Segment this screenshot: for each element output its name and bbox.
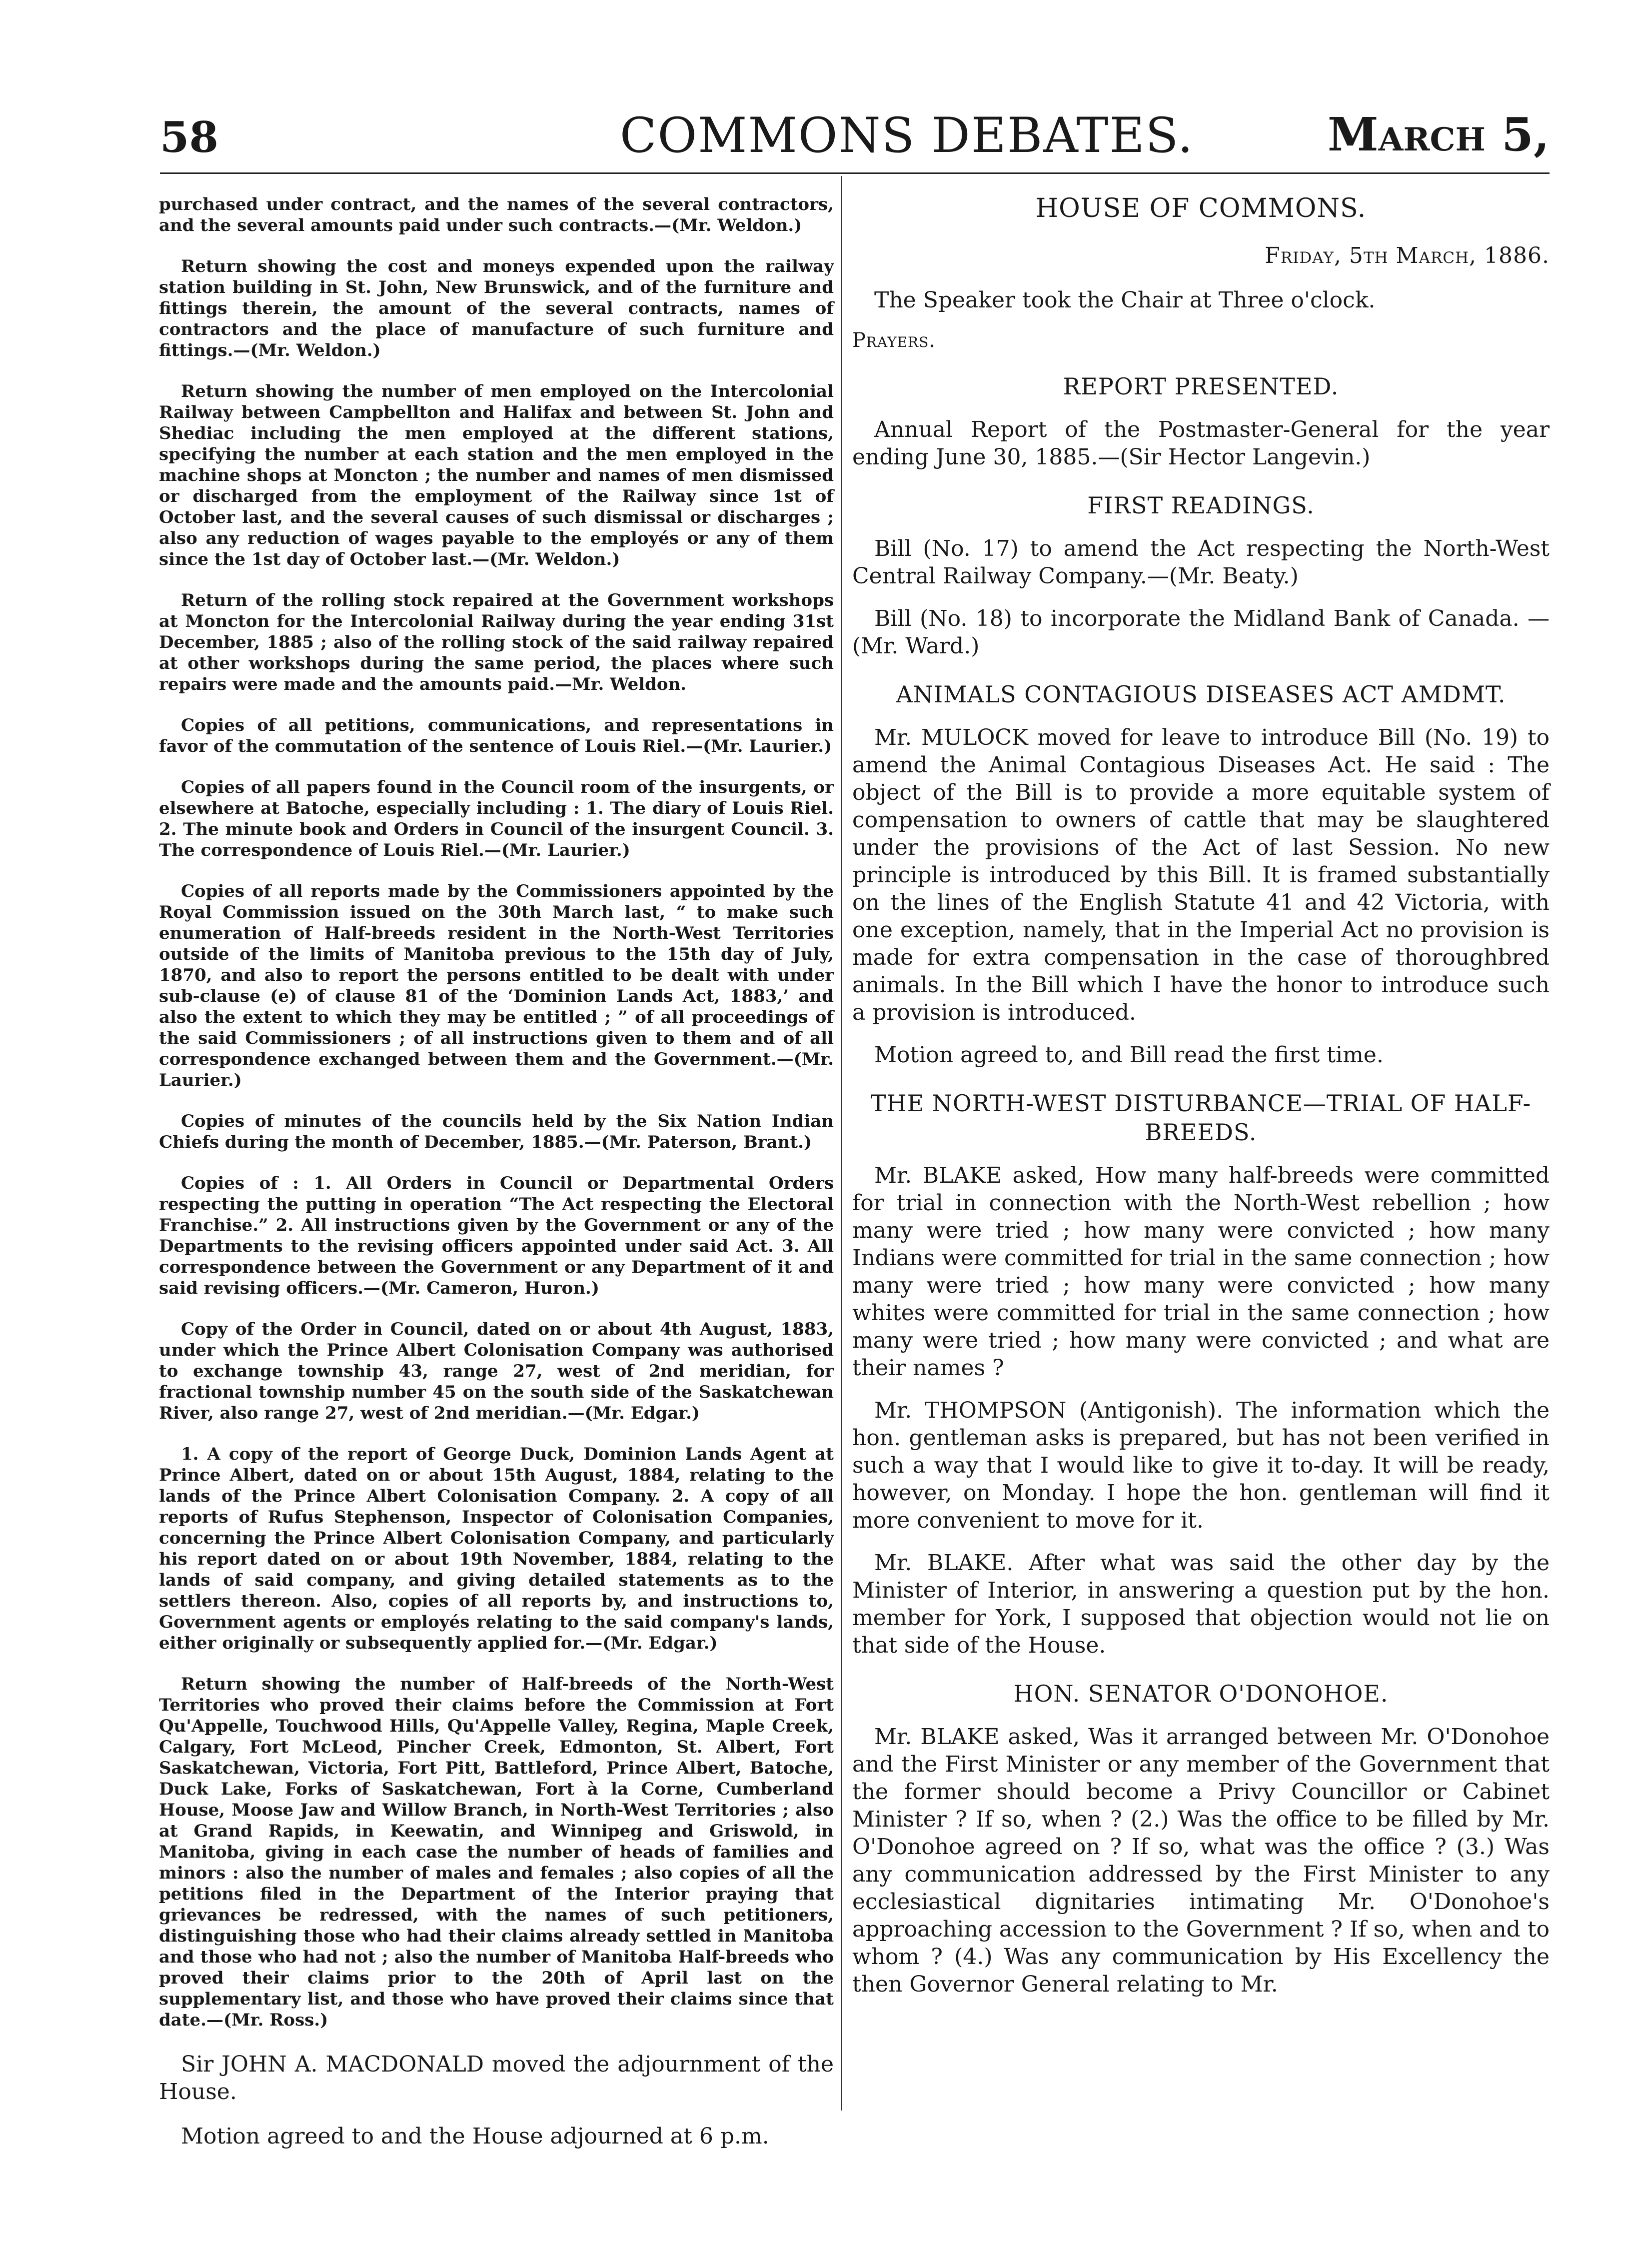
report-text: Annual Report of the Postmaster-General for the year ending June 30, 1885.—(Sir Hector Langevin.) — [852, 417, 1550, 470]
adjournment-section — [159, 2051, 834, 2150]
return-item: Copies of all reports made by the Commissioners appointed by the Royal Commission issued on the 30th March last, “ to make such enumeration of Half-breeds resident in the North-West Territories outside of the limits of Manitoba previous to the 15th day of July, 1870, and also to report the persons entitled to be dealt with under sub-clause (e) of clause 81 of the ‘Dominion Lands Act, 1883,’ and also the extent to which they may be entitled ; ” of all proceedings of the said Commissioners ; of all instructions given to them and of all correspondence exchanged between them and the Government.—(Mr. Laurier.) — [159, 881, 834, 1090]
column-divider — [841, 176, 842, 2111]
return-item: Return of the rolling stock repaired at the Government workshops at Moncton for the Intercolonial Railway during the year ending 31st December, 1885 ; also of the rolling stock of the said railway repaired at other workshops during the same period, the places where such repairs were made and the amounts paid.—Mr. Weldon. — [159, 590, 834, 694]
mulock-text: Mr. MULOCK moved for leave to introduce Bill (No. 19) to amend the Animal Contagious Diseases Act. He said : The object of the Bill is to provide a more equitable system of compensation to owners of cattle that may be slaughtered under the provisions of the Act of last Session. No new principle is introduced by this Bill. It is framed substantially on the lines of the English Statute 41 and 42 Victoria, with one exception, namely, that in the Imperial Act no provision is made for extra compensation in the case of thoroughbred animals. In the Bill which I have the honor to introduce such a provision is introduced. — [852, 725, 1550, 1025]
return-item: Copies of all papers found in the Council room of the insurgents, or elsewhere at Batoche, especially including : 1. The diary of Louis Riel. 2. The minute book and Orders in Council of the insurgent Council. 3. The correspondence of Louis Riel.—(Mr. Laurier.) — [159, 777, 834, 860]
adjournment-closing: Motion agreed to and the House adjourned at 6 p.m. — [181, 2124, 769, 2149]
northwest-heading: THE NORTH-WEST DISTURBANCE—TRIAL OF HALF-BREEDS. — [870, 1090, 1532, 1146]
sitting-date: Friday, 5th March, 1886. — [1265, 243, 1550, 268]
running-date: March 5, — [1327, 107, 1550, 161]
return-item: Copies of minutes of the councils held by the Six Nation Indian Chiefs during the month of December, 1885.—(Mr. Paterson, Brant.) — [159, 1111, 834, 1152]
left-column — [159, 194, 834, 2165]
adjournment-motion: Sir JOHN A. MACDONALD moved the adjournment of the House. — [159, 2052, 834, 2105]
return-item: Return showing the cost and moneys expended upon the railway station building in St. John, New Brunswick, and of the furniture and fittings therein, the amount of the several contracts, names of contractors and the place of manufacture of such furniture and fittings.—(Mr. Weldon.) — [159, 256, 834, 360]
return-item: Copies of all petitions, communications, and representations in favor of the commutation of the sentence of Louis Riel.—(Mr. Laurier.) — [159, 715, 834, 756]
first-readings-heading: FIRST READINGS. — [1087, 492, 1315, 519]
return-item: Return showing the number of men employed on the Intercolonial Railway between Campbellton and Halifax and between St. John and Shediac including the men employed at the different stations, specifying the number at each station and the men employed in the machine shops at Moncton ; the number and names of men dismissed or discharged from the employment of the Railway since 1st of October last, and the several causes of such dismissal or discharges ; also any reduction of wages payable to the employés or any of them since the 1st day of October last.—(Mr. Weldon.) — [159, 381, 834, 569]
right-column — [852, 194, 1550, 2013]
motion-agreed: Motion agreed to, and Bill read the first time. — [874, 1042, 1384, 1068]
page-number: 58 — [160, 112, 218, 162]
bill-18: Bill (No. 18) to incorporate the Midland Bank of Canada. —(Mr. Ward.) — [852, 606, 1550, 659]
blake-question: Mr. BLAKE asked, How many half-breeds were committed for trial in connection with the North-West rebellion ; how many were tried ; how many were convicted ; how many Indians were committed for trial in the same connection ; how many were tried ; how many were convicted ; how many whites were committed for trial in the same connection ; how many were tried ; how many were convicted ; and what are their names ? — [852, 1163, 1550, 1381]
speaker-line: The Speaker took the Chair at Three o'clock. — [874, 287, 1376, 313]
return-item: Copy of the Order in Council, dated on or about 4th August, 1883, under which the Prince Albert Colonisation Company was authorised to exchange township 43, range 27, west of 2nd meridian, for fractional township number 45 on the south side of the Saskatchewan River, also range 27, west of 2nd meridian.—(Mr. Edgar.) — [159, 1319, 834, 1423]
senator-heading: HON. SENATOR O'DONOHOE. — [1013, 1680, 1389, 1707]
house-heading: HOUSE OF COMMONS. — [1035, 193, 1367, 223]
return-item: Return showing the number of Half-breeds of the North-West Territories who proved their claims before the Commission at Fort Qu'Appelle, Touchwood Hills, Qu'Appelle Valley, Regina, Maple Creek, Calgary, Fort McLeod, Pincher Creek, Edmonton, St. Albert, Fort Saskatchewan, Victoria, Fort Pitt, Battleford, Prince Albert, Batoche, Duck Lake, Forks of Saskatchewan, Fort à la Corne, Cumberland House, Moose Jaw and Willow Branch, in North-West Territories ; also at Grand Rapids, in Keewatin, and Winnipeg and Griswold, in Manitoba, giving in each case the number of heads of families and minors : also the number of males and females ; also copies of all the petitions filed in the Department of the Interior praying that grievances be redressed, with the names of such petitioners, distinguishing those who had their claims already settled in Manitoba and those who had not ; also the number of Manitoba Half-breeds who proved their claims prior to the 20th of April last on the supplementary list, and those who have proved their claims since that date.—(Mr. Ross.) — [159, 1674, 834, 2030]
animals-heading: ANIMALS CONTAGIOUS DISEASES ACT AMDMT. — [896, 681, 1506, 708]
running-title: COMMONS DEBATES. — [620, 107, 1194, 163]
prayers-label: Prayers. — [852, 329, 936, 352]
blake-senator-question: Mr. BLAKE asked, Was it arranged between Mr. O'Donohoe and the First Minister or any member of the Government that the former should become a Privy Councillor or Cabinet Minister ? If so, when ? (2.) Was the office to be filled by Mr. O'Donohoe agreed on ? If so, what was the office ? (3.) Was any communication addressed by the First Minister to any ecclesiastical dignitaries intimating Mr. O'Donohoe's approaching accession to the Government ? If so, when and to whom ? (4.) Was any communication by His Excellency the then Governor General relating to Mr. — [852, 1724, 1550, 1997]
blake-reply: Mr. BLAKE. After what was said the other day by the Minister of Interior, in answering a question put by the hon. member for York, I supposed that objection would not lie on that side of the House. — [852, 1550, 1550, 1658]
returns-list — [159, 194, 834, 2031]
return-item: 1. A copy of the report of George Duck, Dominion Lands Agent at Prince Albert, dated on or about 15th August, 1884, relating to the lands of the Prince Albert Colonisation Company. 2. A copy of all reports of Rufus Stephenson, Inspector of Colonisation Companies, concerning the Prince Albert Colonisation Company, and particularly his report dated on or about 19th November, 1884, relating to the lands of said company, and giving detailed statements as to the settlers thereon. Also, copies of all reports by, and instructions to, Government agents or employés relating to the said company's lands, either originally or subsequently applied for.—(Mr. Edgar.) — [159, 1444, 834, 1653]
return-item: Copies of : 1. All Orders in Council or Departmental Orders respecting the putting in operation “The Act respecting the Electoral Franchise.” 2. All instructions given by the Government or any of the Departments to the revising officers appointed under said Act. 3. All correspondence between the Government or any Department of it and said revising officers.—(Mr. Cameron, Huron.) — [159, 1173, 834, 1298]
report-heading: REPORT PRESENTED. — [1063, 373, 1339, 400]
header-rule — [160, 172, 1550, 174]
page-header — [160, 102, 1550, 177]
return-item: purchased under contract, and the names of the several contractors, and the several amounts paid under such contracts.—(Mr. Weldon.) — [159, 194, 834, 235]
bill-17: Bill (No. 17) to amend the Act respecting the North-West Central Railway Company.—(Mr. Beaty.) — [852, 536, 1550, 589]
thompson-answer: Mr. THOMPSON (Antigonish). The information which the hon. gentleman asks is prepared, but has not been verified in such a way that I would like to give it to-day. It will be ready, however, on Monday. I hope the hon. gentleman will find it more convenient to move for it. — [852, 1398, 1550, 1533]
